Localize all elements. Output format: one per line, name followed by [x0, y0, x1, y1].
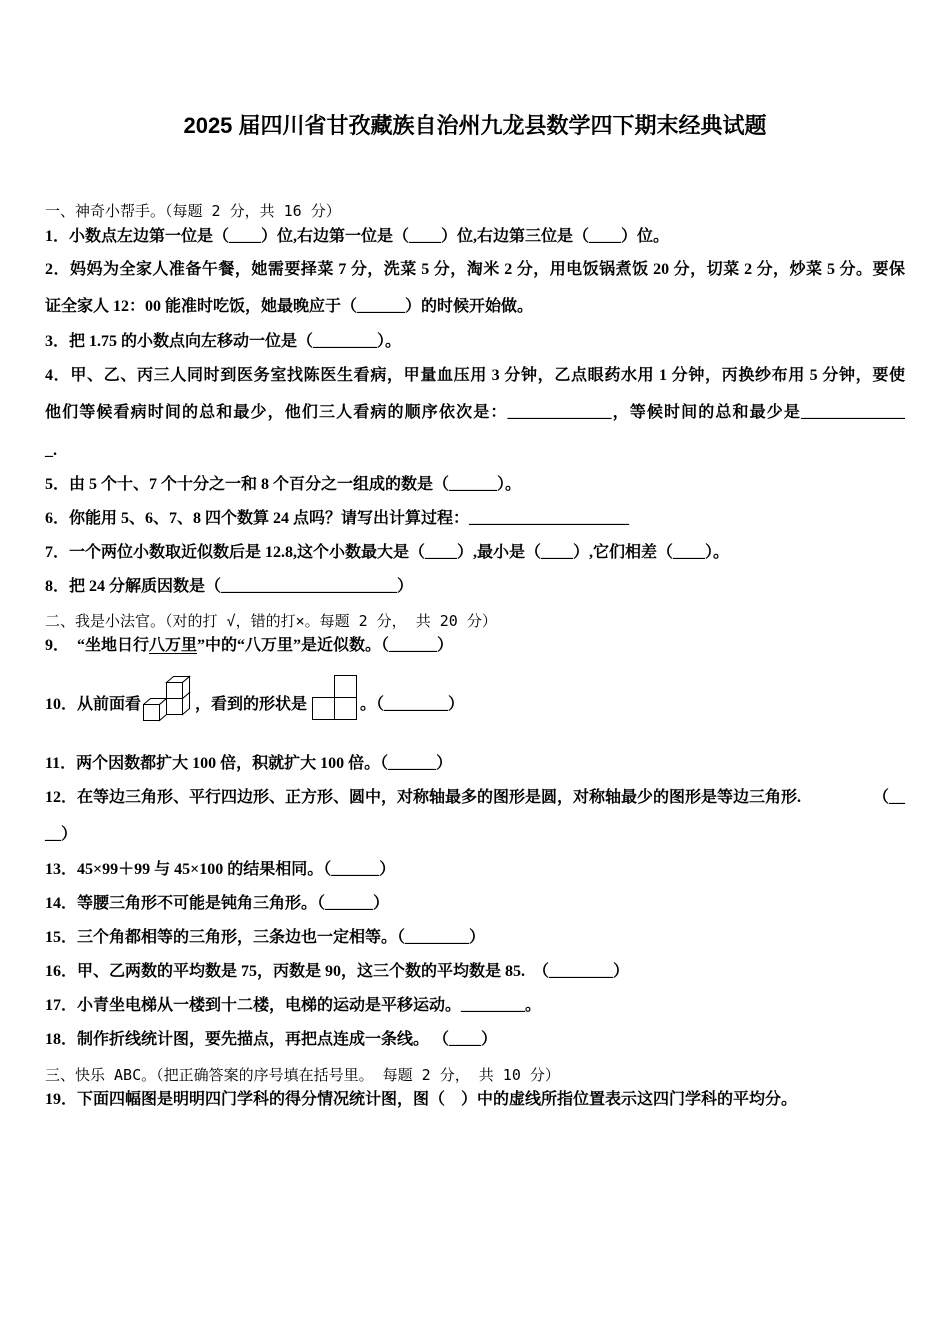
question-4-line-3: _.	[45, 442, 57, 459]
section-3-heading: 三、快乐 ABC。（把正确答案的序号填在括号里。 每题 2 分， 共 10 分）	[45, 1066, 560, 1084]
question-8: 8．把 24 分解质因数是（______________________）	[45, 578, 414, 595]
question-16: 16．甲、乙两数的平均数是 75，丙数是 90，这三个数的平均数是 85. （________）	[45, 963, 630, 980]
question-15: 15．三个角都相等的三角形，三条边也一定相等。（________）	[45, 929, 486, 946]
question-10-middle: ，看到的形状是	[195, 696, 308, 713]
question-12-text: 12．在等边三角形、平行四边形、正方形、圆中，对称轴最多的图形是圆，对称轴最少的图形是等边三角形.	[45, 789, 802, 806]
cube-stack-figure	[143, 674, 191, 722]
question-2-line-1: 2．妈妈为全家人准备午餐，她需要择菜 7 分，洗菜 5 分，淘米 2 分，用电饭锅煮饭 20 分，切菜 2 分，炒菜 5 分。要保	[45, 261, 905, 278]
question-6: 6．你能用 5、6、7、8 四个数算 24 点吗？请写出计算过程：____________________	[45, 510, 630, 527]
question-1: 1．小数点左边第一位是（____）位,右边第一位是（____）位,右边第三位是（____）位。	[45, 228, 670, 245]
square-bottom-left	[313, 698, 335, 720]
section-2-heading: 二、我是小法官。（对的打 √，错的打×。每题 2 分， 共 20 分）	[45, 612, 497, 630]
question-7: 7．一个两位小数取近似数后是 12.8,这个小数最大是（____）,最小是（____）,它们相差（____）。	[45, 544, 730, 561]
question-10	[45, 672, 905, 722]
exam-title: 2025 届四川省甘孜藏族自治州九龙县数学四下期末经典试题	[183, 113, 767, 138]
question-9-prefix: 9． “坐地日行	[45, 637, 150, 654]
cube-back-top	[167, 677, 190, 699]
question-4-line-1: 4．甲、乙、丙三人同时到医务室找陈医生看病，甲量血压用 3 分钟，乙点眼药水用 1 分钟，丙换纱布用 5 分钟，要使	[45, 367, 905, 384]
question-19: 19．下面四幅图是明明四门学科的得分情况统计图，图（ ）中的虚线所指位置表示这四门学科的平均分。	[45, 1091, 798, 1108]
square-top-right	[335, 676, 357, 698]
question-12-line-1	[45, 788, 905, 808]
question-11: 11．两个因数都扩大 100 倍，积就扩大 100 倍。（______）	[45, 755, 453, 772]
question-13: 13．45×99＋99 与 45×100 的结果相同。（______）	[45, 861, 396, 878]
section-1-heading: 一、神奇小帮手。（每题 2 分，共 16 分）	[45, 202, 341, 220]
question-12-answer-open: （__	[872, 789, 905, 806]
question-14: 14．等腰三角形不可能是钝角三角形。（______）	[45, 895, 390, 912]
question-9-suffix: ”中的“八万里”是近似数。（______）	[197, 637, 454, 654]
question-9-underlined-text: 八万里	[149, 637, 198, 654]
question-2-line-2: 证全家人 12：00 能准时吃饭，她最晚应于（______）的时候开始做。	[45, 298, 534, 315]
question-5: 5．由 5 个十、7 个十分之一和 8 个百分之一组成的数是（______）。	[45, 476, 522, 493]
question-9	[45, 636, 905, 656]
question-10-suffix: 。（________）	[360, 696, 465, 713]
question-18: 18．制作折线统计图，要先描点，再把点连成一条线。 （____）	[45, 1031, 498, 1048]
front-view-shape-figure	[310, 674, 358, 722]
square-bottom-right	[335, 698, 357, 720]
question-10-prefix: 10．从前面看	[45, 696, 142, 713]
question-4-line-2: 他们等候看病时间的总和最少，他们三人看病的顺序依次是：_____________，等候时间的总和最少是_____________	[45, 404, 905, 421]
cube-front-left	[144, 699, 167, 721]
question-17: 17．小青坐电梯从一楼到十二楼，电梯的运动是平移运动。________。	[45, 997, 542, 1014]
question-3: 3．把 1.75 的小数点向左移动一位是（________）。	[45, 333, 402, 350]
question-12-line-2: __）	[45, 826, 78, 843]
